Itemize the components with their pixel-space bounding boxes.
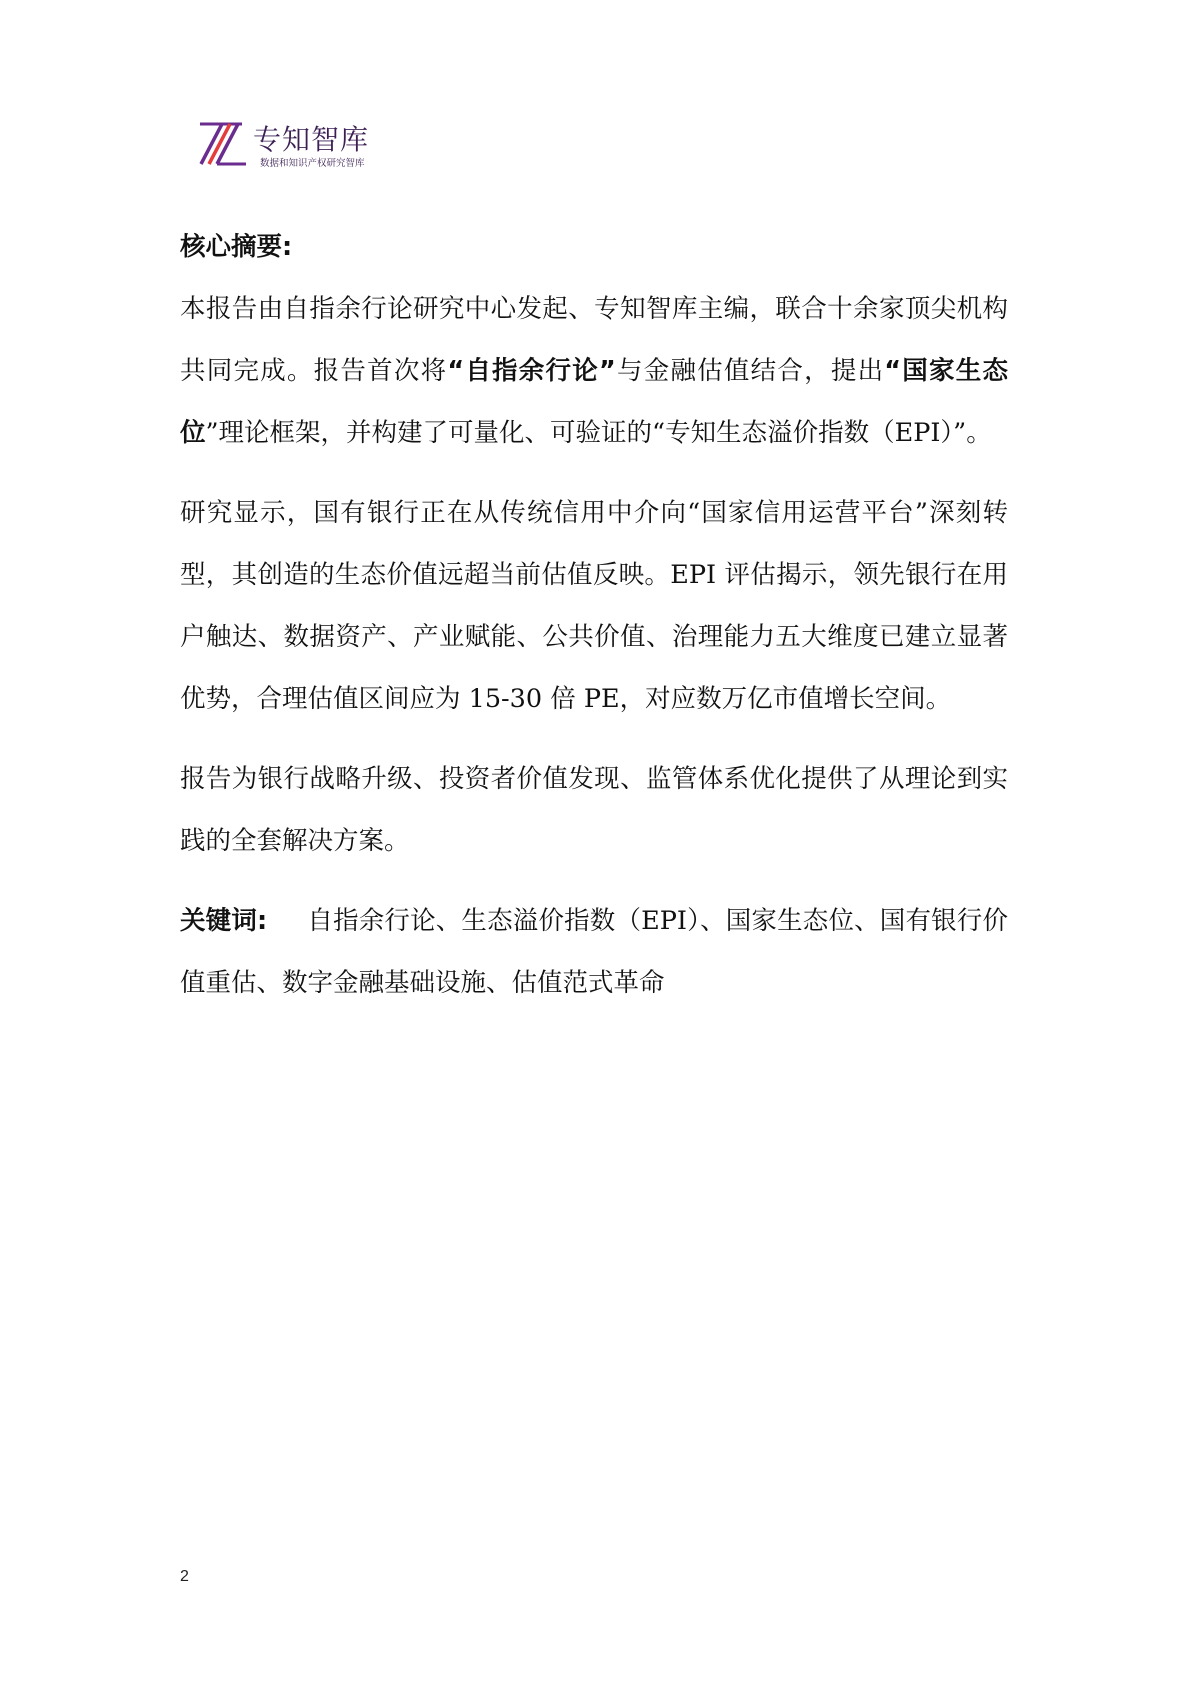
p1-text-2: 与金融估值结合，提出: [615, 356, 885, 386]
zhuanzhi-logo-icon: [198, 120, 248, 170]
keywords-label: 关键词:: [180, 906, 268, 936]
abstract-heading: 核心摘要:: [180, 232, 293, 262]
p1-bold-theory: “自指余行论”: [447, 356, 616, 386]
page-number: 2: [180, 1568, 189, 1585]
abstract-paragraph-3: 报告为银行战略升级、投资者价值发现、监管体系优化提供了从理论到实践的全套解决方案。: [180, 764, 1008, 856]
logo-title: 专知智库: [253, 123, 370, 156]
p1-text-3: ”理论框架，并构建了可量化、可验证的“专知生态溢价指数（EPI）”。: [205, 418, 992, 448]
logo-subtitle: 数据和知识产权研究智库: [260, 158, 365, 169]
keywords-list: 自指余行论、生态溢价指数（EPI）、国家生态位、国有银行价值重估、数字金融基础设施、估值范式革命: [180, 906, 1008, 998]
abstract-section: [180, 216, 1008, 1032]
abstract-paragraph-1: [180, 278, 1008, 464]
logo: [198, 118, 408, 174]
keywords-paragraph: [180, 890, 1008, 1014]
abstract-paragraph-2: 研究显示，国有银行正在从传统信用中介向“国家信用运营平台”深刻转型，其创造的生态价值远超当前估值反映。EPI 评估揭示，领先银行在用户触达、数据资产、产业赋能、公共价值、治理能力五大维度已建立显著优势，合理估值区间应为 15-30 倍 PE，对应数万亿市值增长空间。: [180, 498, 1008, 714]
p1-text-1: 本报告由自指余行论研究中心发起、专知智库主编，联合十余家顶尖机构共同完成。报告首次将: [180, 294, 1008, 386]
p1-bold-niche: “国家生态位: [180, 356, 1008, 448]
